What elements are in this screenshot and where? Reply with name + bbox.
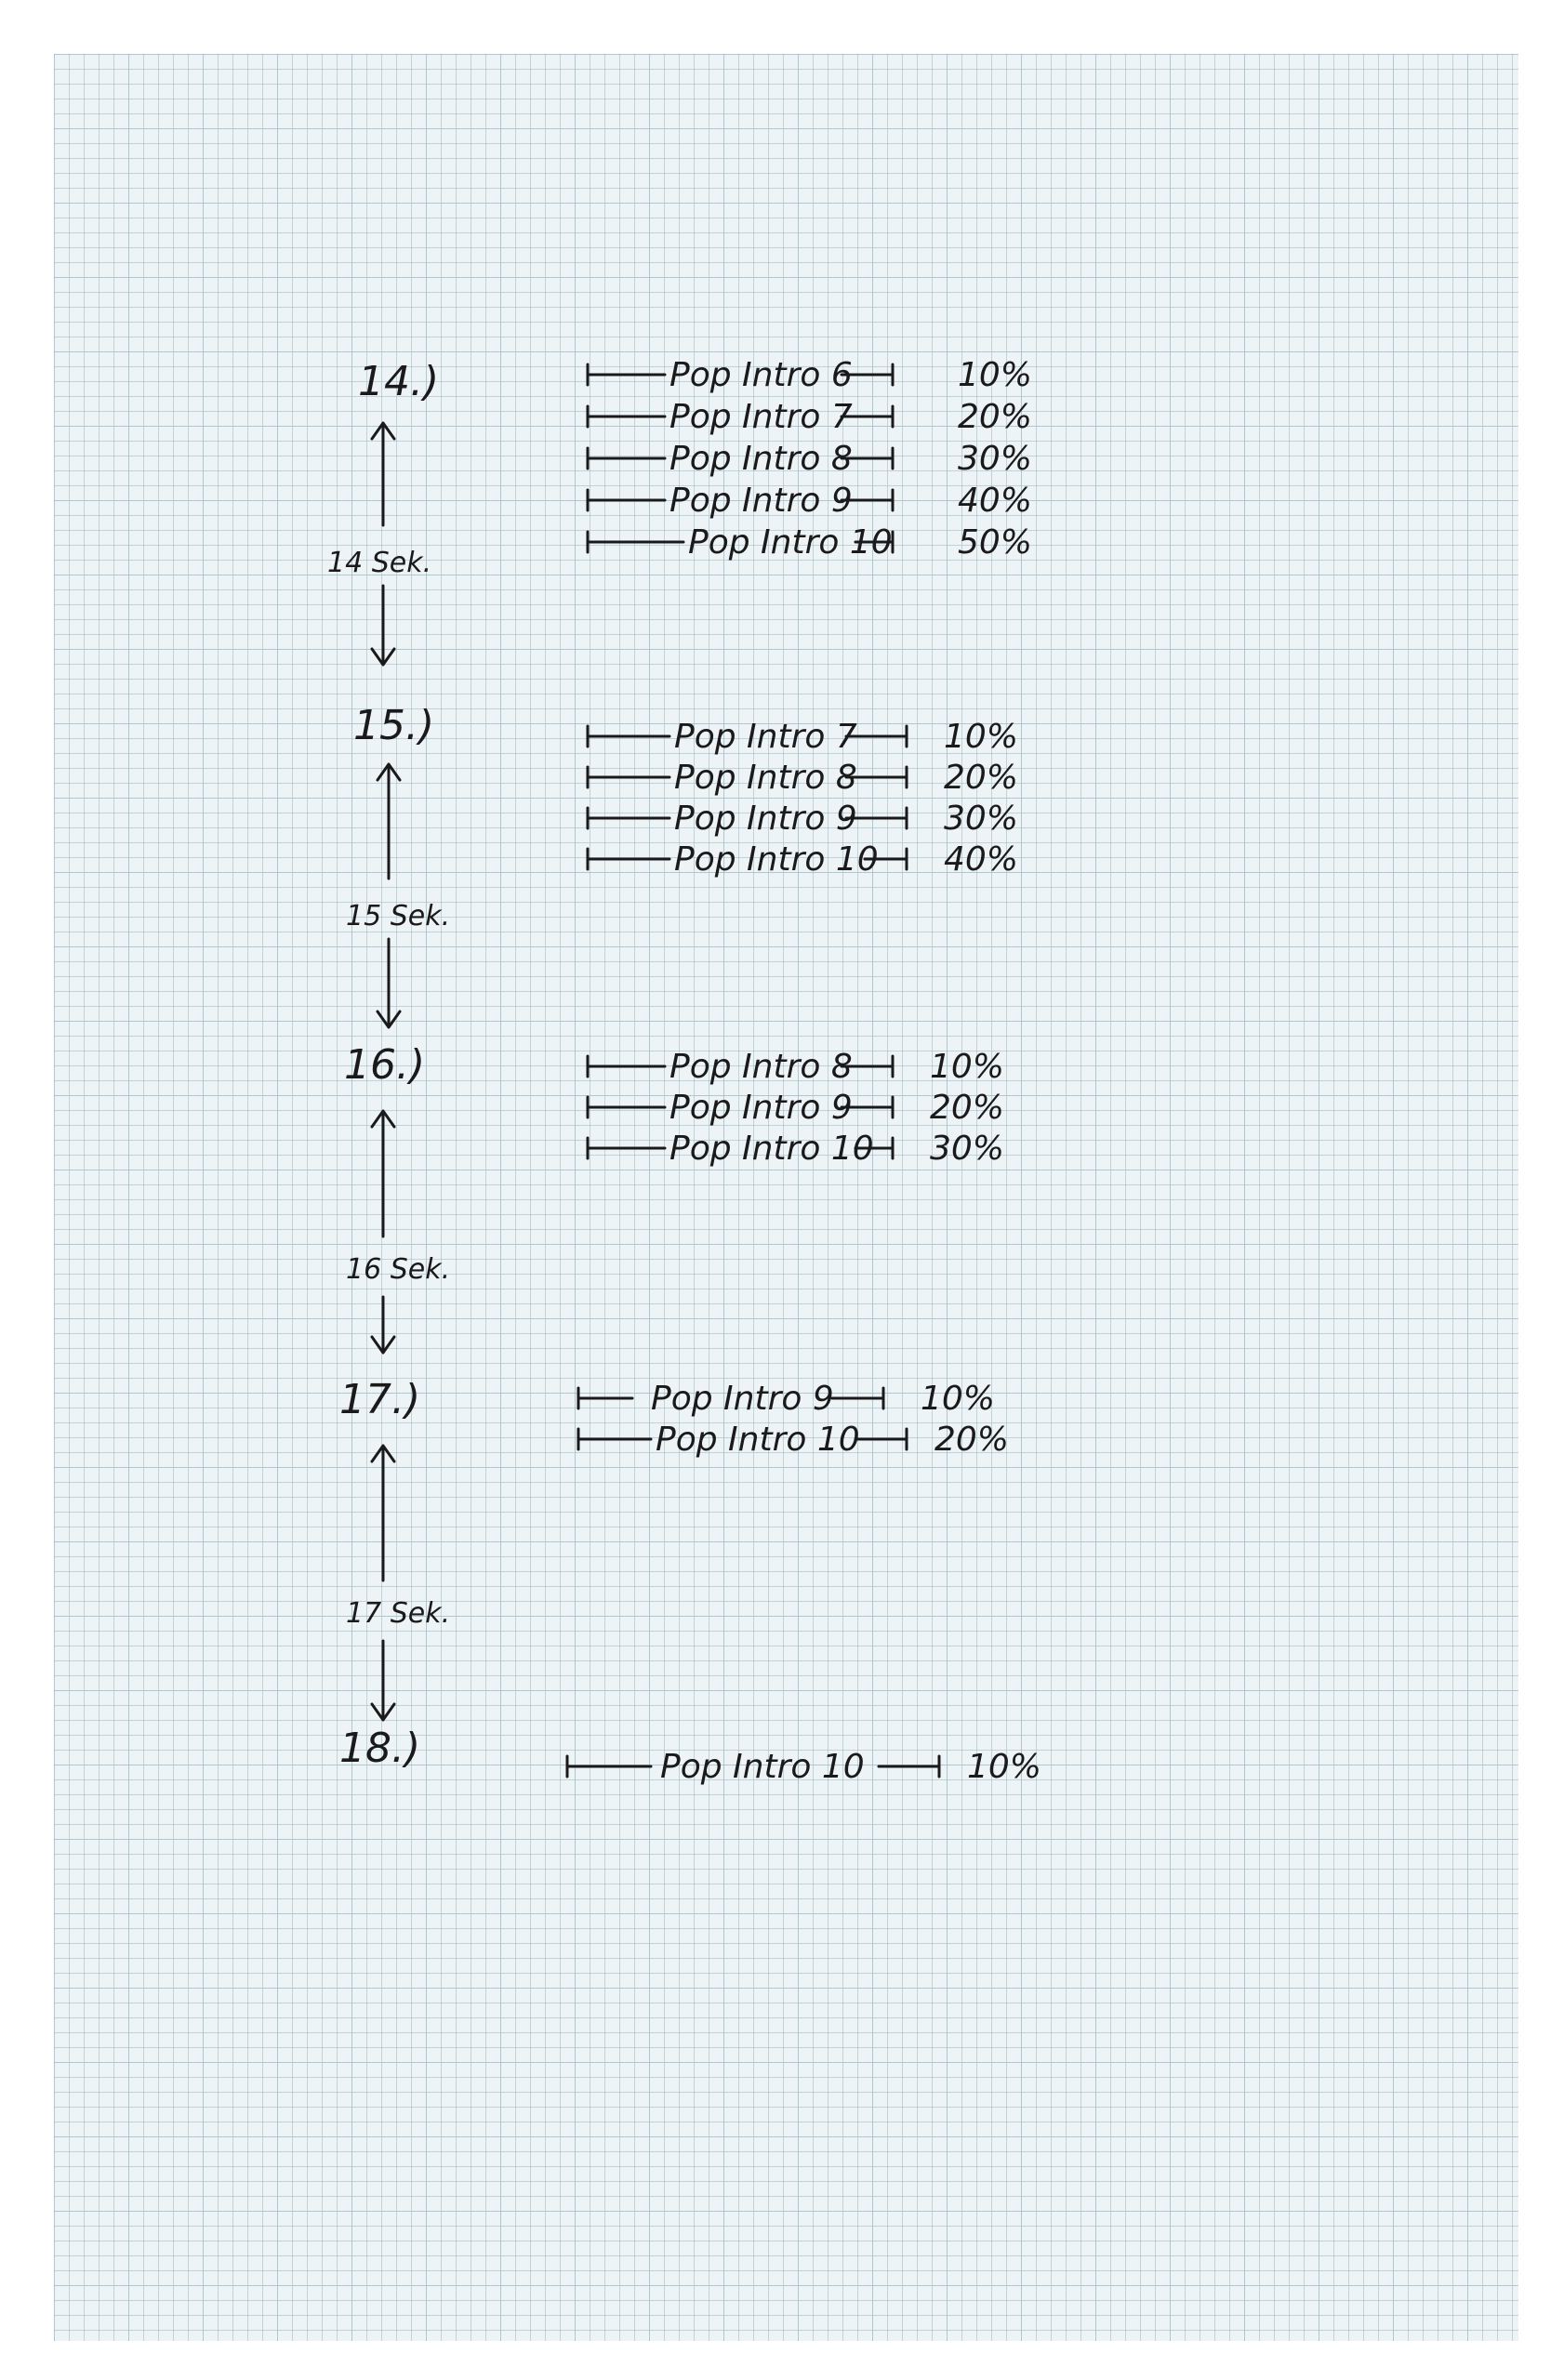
row-label: Pop Intro 8: [669, 440, 853, 478]
step-label: 14.): [358, 358, 440, 405]
row-label: Pop Intro 10: [660, 1748, 865, 1786]
row-percent: 10%: [921, 1380, 996, 1418]
step-label: 17.): [339, 1376, 421, 1423]
row-percent: 20%: [958, 398, 1033, 436]
row-percent: 10%: [958, 356, 1033, 394]
row-percent: 40%: [944, 840, 1019, 879]
row-label: Pop Intro 10: [688, 523, 893, 562]
row-label: Pop Intro 10: [669, 1130, 874, 1168]
row-percent: 50%: [958, 523, 1033, 562]
row-percent: 10%: [967, 1748, 1042, 1786]
row-label: Pop Intro 9: [651, 1380, 834, 1418]
step-label: 16.): [344, 1041, 426, 1089]
row-label: Pop Intro 10: [656, 1421, 860, 1459]
row-percent: 10%: [930, 1048, 1005, 1086]
row-label: Pop Intro 9: [669, 482, 853, 520]
step-label: 15.): [353, 702, 435, 749]
duration-label: 17 Sek.: [346, 1597, 451, 1630]
row-percent: 30%: [944, 800, 1019, 838]
duration-arrow: [372, 1446, 394, 1720]
row-label: Pop Intro 10: [674, 840, 879, 879]
row-percent: 20%: [934, 1421, 1010, 1459]
duration-label: 15 Sek.: [346, 900, 451, 932]
duration-arrow: [378, 764, 400, 1027]
row-label: Pop Intro 8: [674, 759, 857, 797]
duration-arrow: [372, 423, 394, 665]
row-label: Pop Intro 7: [674, 718, 857, 756]
row-percent: 30%: [958, 440, 1033, 478]
row-label: Pop Intro 9: [669, 1089, 853, 1127]
row-percent: 30%: [930, 1130, 1005, 1168]
row-label: Pop Intro 6: [669, 356, 853, 394]
duration-label: 14 Sek.: [327, 547, 432, 579]
row-label: Pop Intro 8: [669, 1048, 853, 1086]
duration-arrow: [372, 1111, 394, 1353]
row-percent: 40%: [958, 482, 1033, 520]
row-percent: 20%: [930, 1089, 1005, 1127]
row-label: Pop Intro 7: [669, 398, 853, 436]
row-percent: 10%: [944, 718, 1019, 756]
row-percent: 20%: [944, 759, 1019, 797]
step-label: 18.): [339, 1725, 421, 1772]
row-label: Pop Intro 9: [674, 800, 857, 838]
duration-label: 16 Sek.: [346, 1253, 451, 1286]
